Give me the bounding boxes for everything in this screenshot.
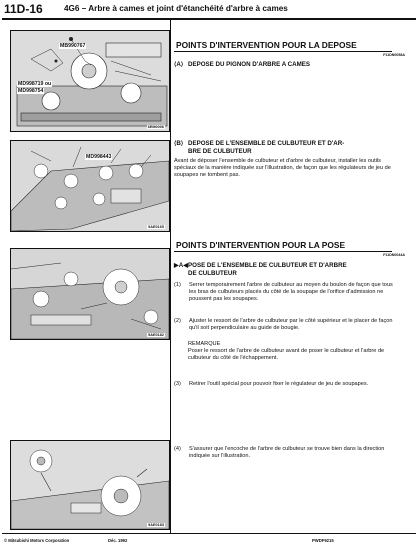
item-number: (4) — [174, 446, 181, 452]
page-header — [2, 2, 416, 16]
figure-code-4: 9AE0183 — [148, 523, 164, 527]
list-item — [174, 381, 396, 388]
figure-rocker-shaft-notch — [10, 440, 170, 530]
footer-doc-code: PWDF9215 — [312, 538, 334, 543]
callout-tool-4: MD998443 — [86, 154, 112, 160]
footer-date: Déc. 1992 — [108, 538, 128, 543]
installation-step-a — [174, 262, 347, 278]
engine-illustration-4 — [11, 441, 169, 529]
list-item — [174, 318, 396, 332]
header-rule — [2, 18, 416, 20]
figure-camshaft-sprocket — [10, 30, 170, 132]
step-a-title: DEPOSE DU PIGNON D'ARBRE A CAMES — [188, 61, 311, 68]
installation-section-code: F11DN0044A — [383, 253, 405, 257]
item-number: (1) — [174, 282, 181, 288]
item-number: (2) — [174, 318, 181, 324]
figure-rocker-arm-removal — [10, 140, 170, 232]
column-divider — [170, 19, 171, 533]
install-step-title-line1: POSE DE L'ENSEMBLE DE CULBUTEUR ET D'ARBRE — [188, 262, 347, 269]
install-step-title-line2: DE CULBUTEUR — [188, 270, 237, 277]
callout-tool-3: MD998754 — [18, 88, 44, 94]
footer-rule — [2, 533, 416, 534]
step-b-title-line2: BRE DE CULBUTEUR — [188, 148, 252, 155]
callout-tool-2: MD998719 ou — [18, 81, 52, 87]
step-a-marker: ⟨A⟩ — [174, 61, 184, 68]
removal-section-title: POINTS D'INTERVENTION POUR LA DEPOSE — [176, 40, 357, 50]
installation-title-rule — [174, 251, 392, 252]
list-item — [174, 446, 396, 460]
figure-code-3: 9AE0182 — [148, 333, 164, 337]
remark-heading: REMARQUE — [188, 341, 221, 347]
removal-section-code: F11DN0058A — [383, 53, 405, 57]
step-b-marker: ⟨B⟩ — [174, 140, 184, 147]
item-text: Retirer l'outil spécial pour pouvoir fixer le régulateur de jeu de soupapes. — [189, 381, 369, 387]
figure-code-1: 6EM0006 — [147, 125, 164, 129]
remark-text: Poser le ressort de l'arbre de culbuteur avant de poser le culbuteur et l'arbre de culbuteur du côté de l'échappement. — [188, 348, 385, 361]
step-b-text: Avant de déposer l'ensemble de culbuteur et d'arbre de culbuteur, installer les outils spéciaux de la manière indiquée sur l'illustration, de façon que les régulateurs de jeu de soupapes ne tombent pas. — [174, 158, 391, 178]
list-item — [174, 282, 396, 303]
item-text: S'assurer que l'encoche de l'arbre de culbuteur se trouve bien dans la direction indiquée sur l'illustration. — [189, 446, 385, 459]
item-text: Serrer temporairement l'arbre de culbuteur au moyen du boulon de façon que tous les bras de culbuteurs placés du côté de la soupape de l'orifice d'admission ne poussent pas les soupapes. — [189, 282, 393, 302]
removal-step-b — [174, 140, 344, 156]
page-title: 4G6 – Arbre à cames et joint d'étanchéité d'arbre à cames — [64, 4, 288, 13]
item-text: Ajuster le ressort de l'arbre de culbuteur par le côté supérieur et le placer de façon qu'il soit perpendiculaire au guide de bougie. — [189, 318, 393, 331]
installation-section-title: POINTS D'INTERVENTION POUR LA POSE — [176, 240, 346, 250]
figure-code-2: 9AE0165 — [148, 225, 164, 229]
removal-title-rule — [174, 51, 392, 52]
engine-illustration-3 — [11, 249, 169, 339]
removal-step-a — [174, 61, 310, 69]
item-number: (3) — [174, 381, 181, 387]
step-b-title-line1: DEPOSE DE L'ENSEMBLE DE CULBUTEUR ET D'AR- — [188, 140, 345, 147]
footer-copyright: © Mitsubishi Motors Corporation — [4, 538, 70, 543]
figure-rocker-arm-installation — [10, 248, 170, 340]
callout-tool-1: MB990767 — [60, 43, 86, 49]
install-step-marker: ▶A◀ — [174, 262, 188, 269]
page-number: 11D-16 — [4, 2, 43, 16]
